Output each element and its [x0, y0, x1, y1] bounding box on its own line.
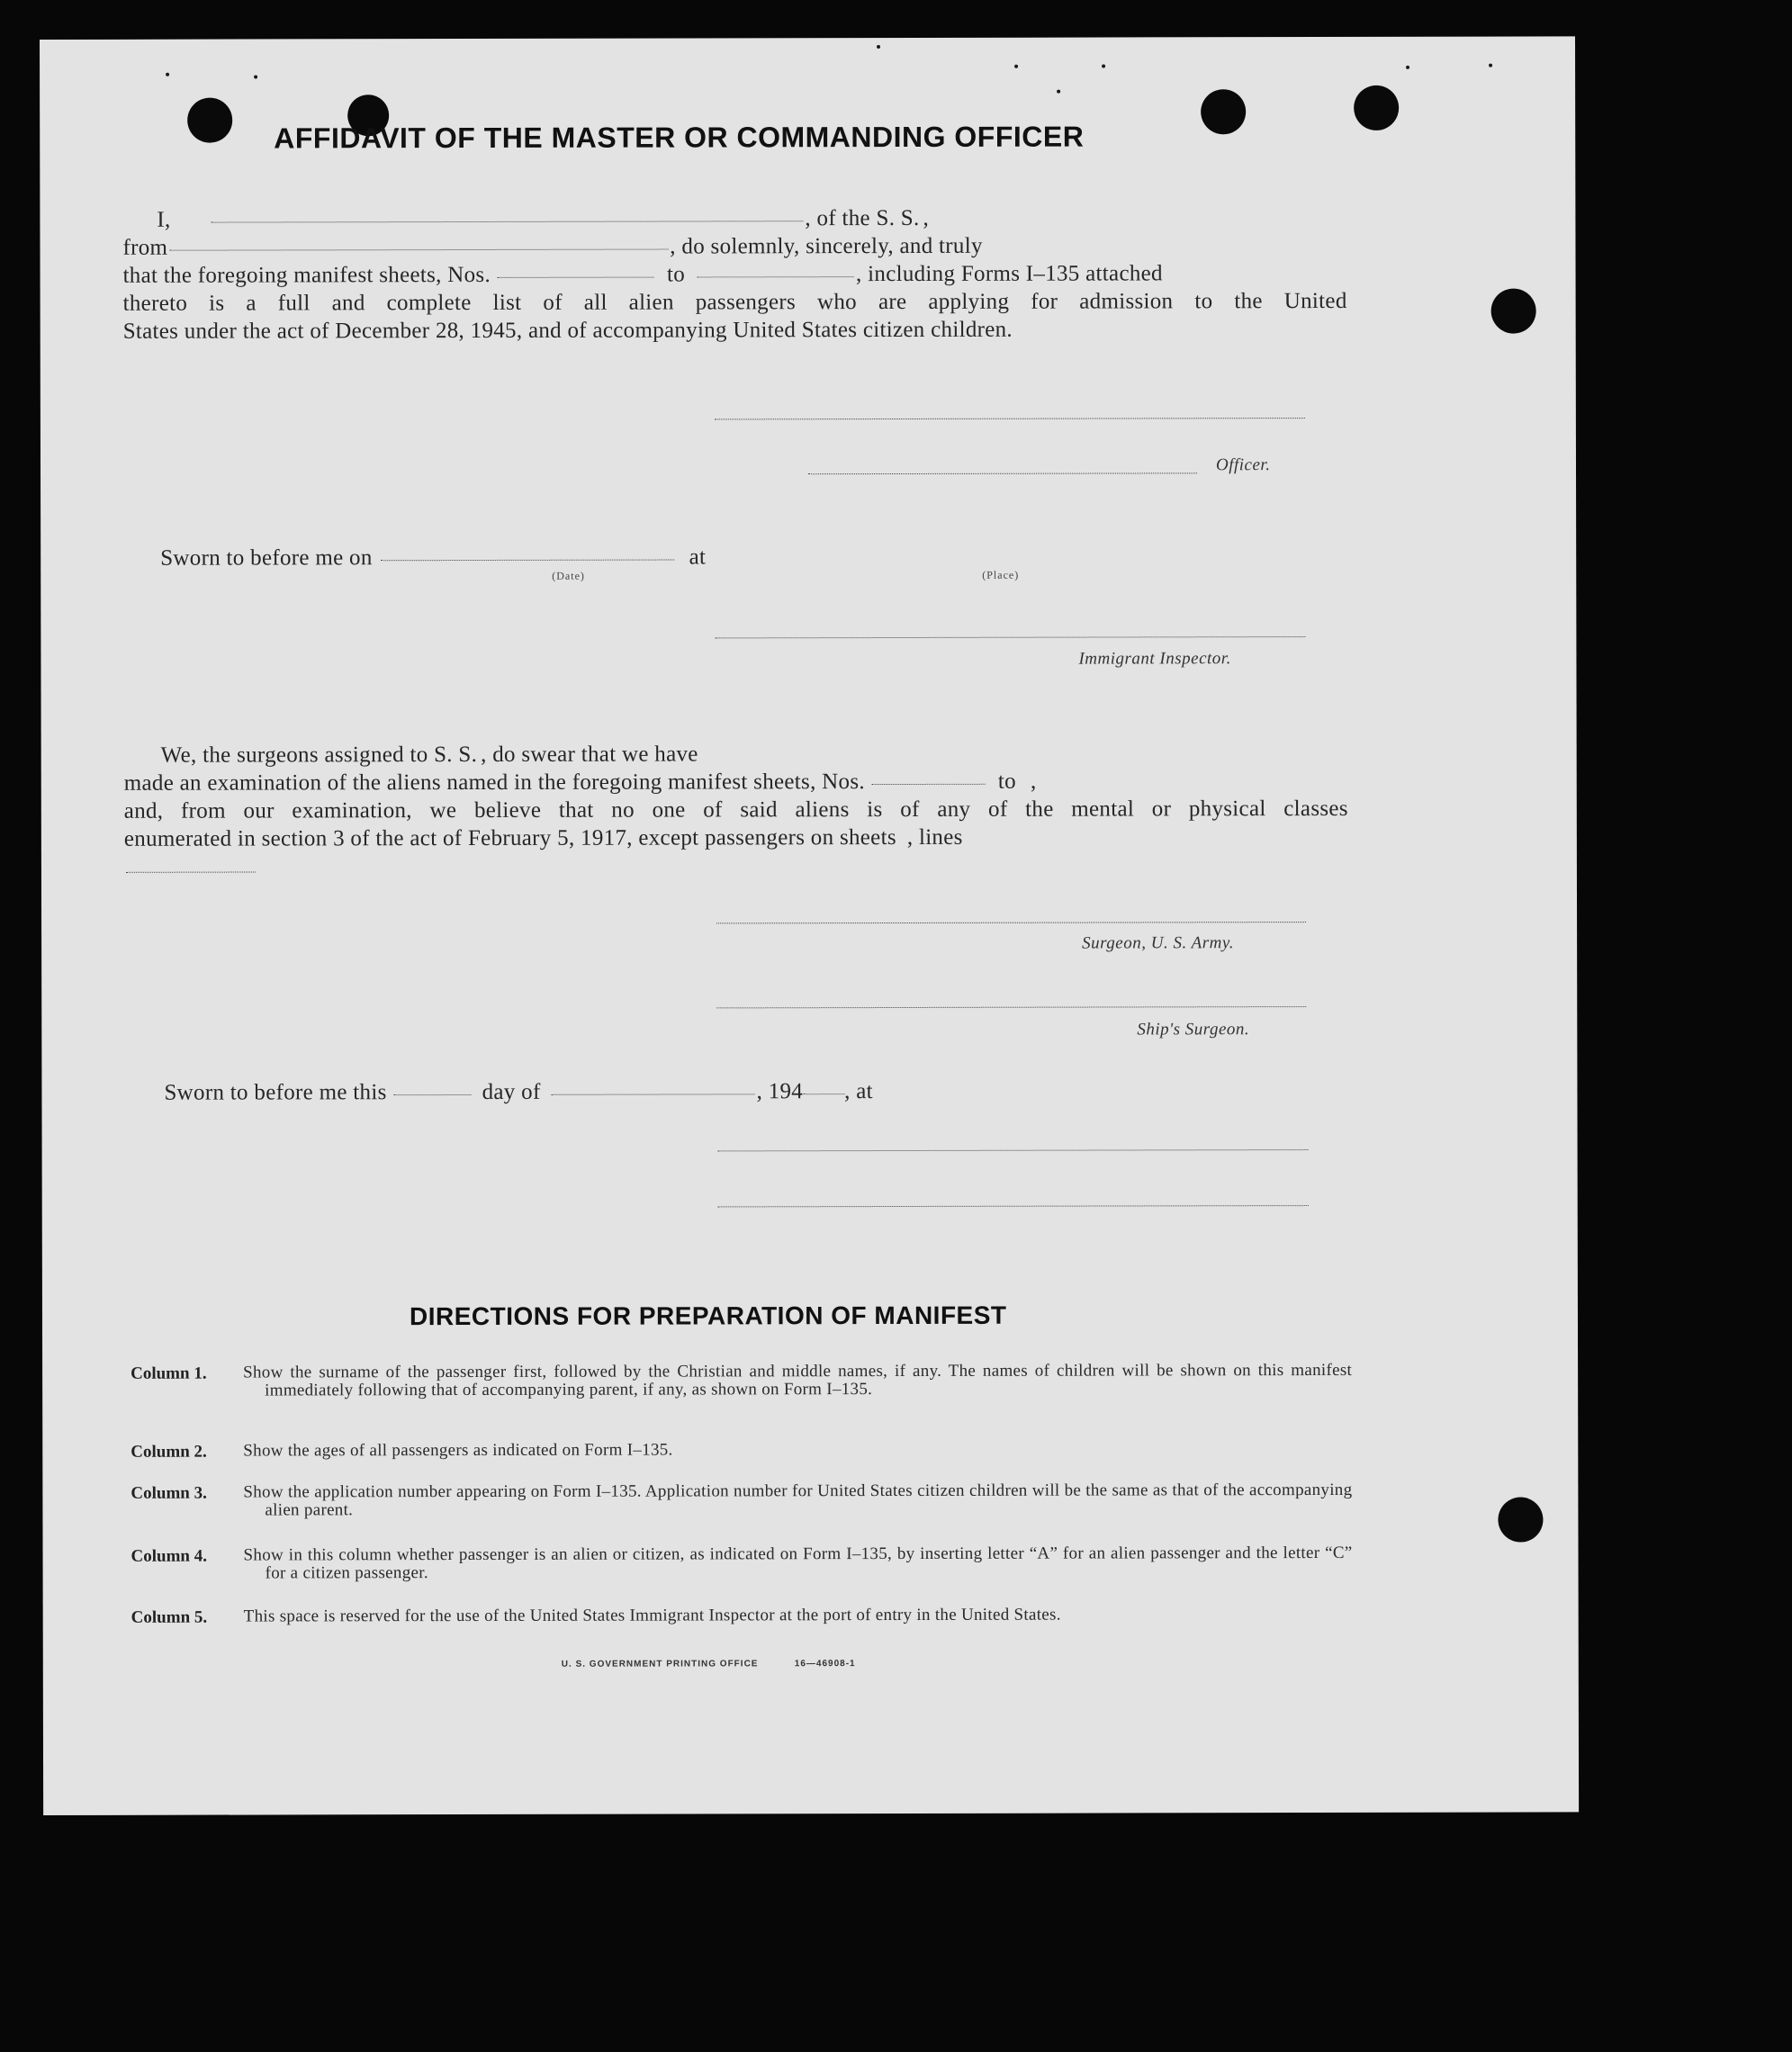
directions-heading: DIRECTIONS FOR PREPARATION OF MANIFEST — [409, 1300, 1007, 1331]
directions-item-label: Column 4. — [131, 1546, 208, 1566]
directions-item-label: Column 1. — [131, 1364, 207, 1383]
master-signature-line — [715, 418, 1305, 419]
directions-item-text: Show the surname of the passenger first, followed by the Christian and middle names, if any. The names of children will be shown on this manifest immediately following that of accompanying parent, if any, as shown on Form I–135. — [243, 1360, 1353, 1400]
speck — [877, 45, 880, 49]
army-surgeon-signature-line — [716, 922, 1306, 923]
form-code: 16—46908-1 — [794, 1659, 856, 1670]
master-line-1: I, , of the S. S. , — [157, 205, 930, 232]
directions-item-text: Show the ages of all passengers as indicated on Form I–135. — [243, 1440, 673, 1461]
ship-surgeon-caption: Ship's Surgeon. — [1137, 1020, 1250, 1040]
directions-item-text: Show the application number appearing on Form I–135. Application number for United States citizen children will be the same as that of the accompanying alien parent. — [243, 1480, 1353, 1520]
punch-hole — [1491, 289, 1536, 334]
sworn-day-line: Sworn to before me this day of , 194 , at — [164, 1079, 873, 1105]
affidavit-title: AFFIDAVIT OF THE MASTER OR COMMANDING OFFICER — [274, 120, 1085, 155]
date-caption: (Date) — [552, 569, 585, 582]
punch-hole — [1498, 1498, 1543, 1543]
directions-item-text: This space is reserved for the use of the United States Immigrant Inspector at the port of entry in the United States. — [243, 1605, 1061, 1626]
surgeons-line-3: and, from our examination, we believe that no one of said aliens is of any of the mental or physical classes — [123, 796, 1348, 824]
speck — [1014, 65, 1018, 68]
sworn-date-line: Sworn to before me on at — [160, 544, 707, 571]
army-surgeon-caption: Surgeon, U. S. Army. — [1082, 933, 1234, 953]
lines-continuation — [126, 871, 256, 872]
punch-hole — [187, 98, 232, 143]
punch-hole — [1354, 86, 1399, 130]
directions-item-label: Column 2. — [131, 1442, 207, 1462]
speck — [254, 75, 257, 78]
witness-signature-line-2 — [718, 1205, 1309, 1207]
surgeons-line-2: made an examination of the aliens named in the foregoing manifest sheets, Nos. to , — [123, 769, 1037, 796]
officer-signature-line — [808, 472, 1197, 474]
witness-signature-line-1 — [718, 1149, 1309, 1151]
place-caption: (Place) — [982, 568, 1020, 581]
master-line-5: States under the act of December 28, 1945, and of accompanying United States citizen children. — [122, 317, 1013, 344]
speck — [1406, 66, 1409, 69]
inspector-caption: Immigrant Inspector. — [1078, 649, 1231, 669]
directions-item-text: Show in this column whether passenger is an alien or citizen, as indicated on Form I–135, by inserting letter “A” for an alien passenger and the letter “C” for a citizen passenger. — [243, 1543, 1353, 1583]
speck — [1102, 65, 1105, 68]
officer-caption: Officer. — [1215, 455, 1271, 475]
punch-hole — [1201, 89, 1246, 134]
directions-item-label: Column 5. — [131, 1607, 208, 1627]
form-page — [40, 36, 1579, 1815]
master-line-3: that the foregoing manifest sheets, Nos. to , including Forms I–135 attached — [122, 261, 1163, 288]
speck — [1489, 64, 1492, 68]
directions-item-label: Column 3. — [131, 1483, 207, 1503]
inspector-signature-line — [715, 636, 1305, 638]
master-line-2: from , do solemnly, sincerely, and truly — [122, 233, 983, 260]
speck — [166, 73, 169, 76]
master-line-4: thereto is a full and complete list of all alien passengers who are applying for admission to the United — [122, 288, 1347, 316]
speck — [1057, 90, 1060, 94]
printer-imprint: U. S. GOVERNMENT PRINTING OFFICE — [561, 1659, 759, 1670]
surgeons-line-4: enumerated in section 3 of the act of February 5, 1917, except passengers on sheets , lines — [123, 824, 963, 851]
surgeons-line-1: We, the surgeons assigned to S. S. , do swear that we have — [160, 742, 698, 768]
ship-surgeon-signature-line — [716, 1006, 1306, 1008]
